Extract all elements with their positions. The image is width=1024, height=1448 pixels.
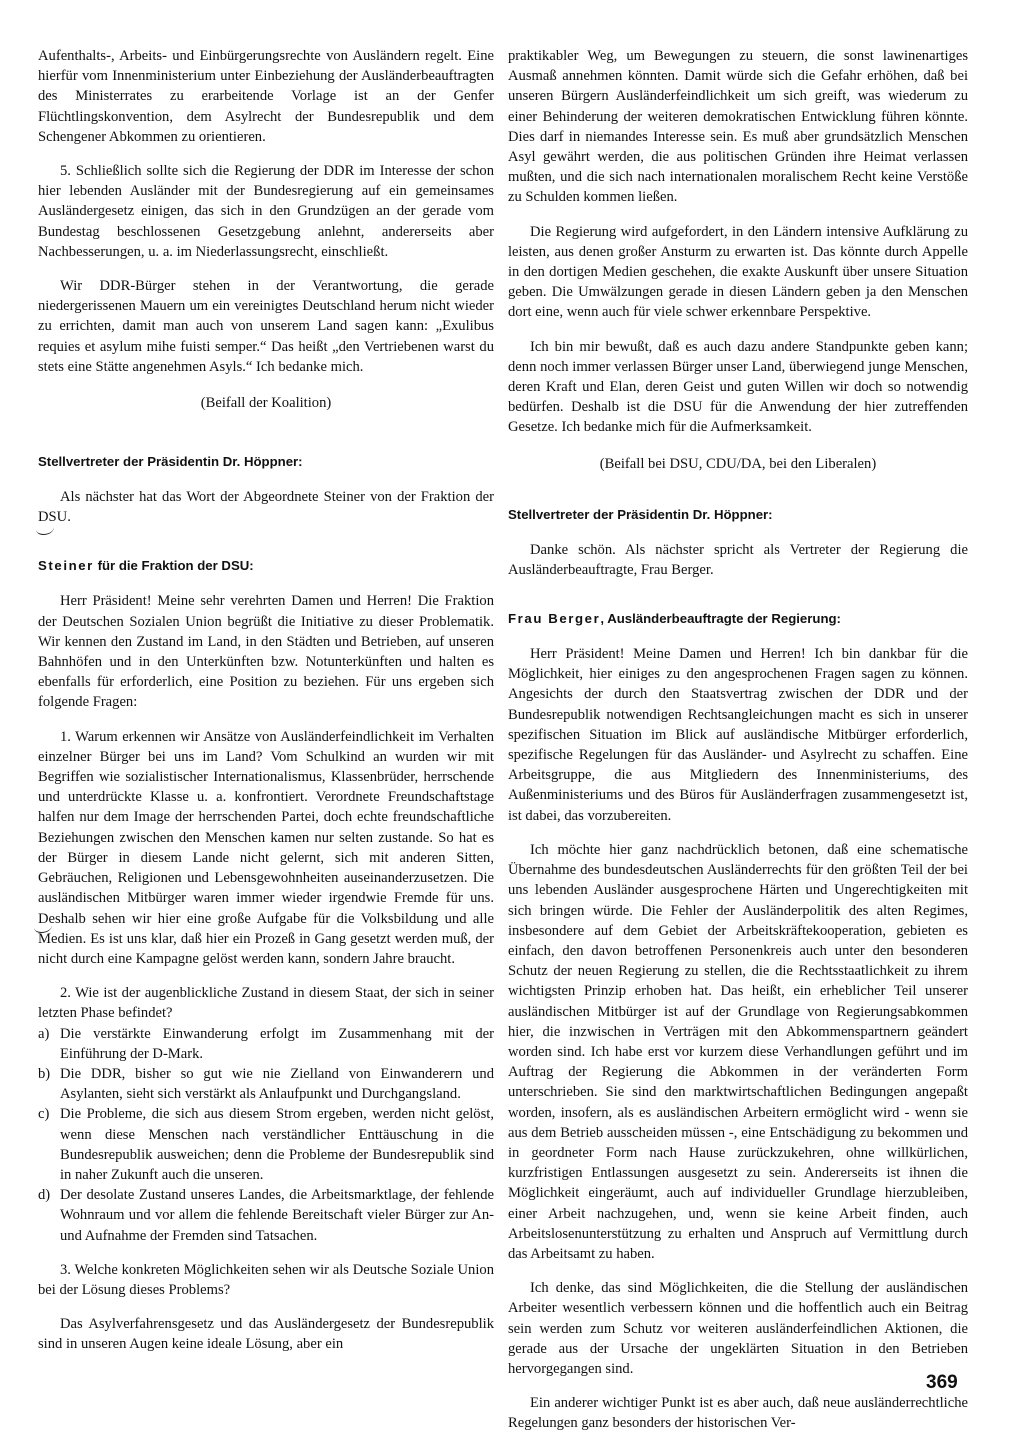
paragraph: 5. Schließlich sollte sich die Regierung der DDR im Interesse der schon hier lebenden Ausländer mit der Bundesregierung auf ein gemeinsames Ausländergesetz einigen, das sich in den Grundzügen an der gerade vom Bundestag beschlossenen Gesetzgebung anlehnt, andererseits aber Nachbesserungen, u. a. im Niederlassungsrecht, einschließt. [38,163,494,260]
paragraph: 2. Wie ist der augenblickliche Zustand in diesem Staat, der sich in seiner letzten Phase befindet? [38,985,494,1022]
left-column [38,46,494,1355]
list-marker: a) [38,1025,50,1042]
paragraph: Ein anderer wichtiger Punkt ist es aber auch, daß neue ausländerrechtliche Regelungen ganz besonders der historischen Ver- [508,1395,968,1432]
list-text: Die DDR, bisher so gut wie nie Zielland von Einwanderern und Asylanten, sieht sich verstärkt als Anlaufpunkt und Durchgangsland. [60,1065,494,1103]
answer-list [38,1024,494,1246]
paragraph: Ich bin mir bewußt, daß es auch dazu andere Standpunkte geben kann; denn noch immer verlassen Bürger unser Land, überwiegend junge Menschen, deren Kraft und Elan, deren Geist und guten Willen wir doch so notwendig bedürfen. Deshalb ist die DSU für die Anwendung der hier zutreffenden Gesetze. Ich bedanke mich für die Aufmerksamkeit. [508,338,968,436]
paragraph: Das Asylverfahrensgesetz und das Ausländergesetz der Bundesrepublik sind in unseren Augen keine ideale Lösung, aber ein [38,1316,494,1353]
applause-note: (Beifall bei DSU, CDU/DA, bei den Liberalen) [599,455,877,472]
paragraph: Ich möchte hier ganz nachdrücklich betonen, daß eine schematische Übernahme des bundesdeutschen Ausländerrechts für den größten Teil der bei uns lebenden Ausländer ausgesprochene Härten und Ungerechtigkeiten mit sich bringen würde. Die Fehler der Ausländerpolitik des alten Regimes, insbesondere auf dem Gebiet der Arbeitskräftekooperation, gebieten es einfach, den davon betroffenen Personenkreis auch unter den besonderen Schutz der neuen Regierung zu stellen, die die Rechtsstaatlichkeit zu ihrem wichtigsten Prinzip erhoben hat. Das heißt, ein erheblicher Teil unserer ausländischen Mitbürger ist auf der Grundlage von Regierungsabkommen hier, die inzwischen in Verträgen mit den Abkommenspartnern geändert worden sind. Ich habe erst vor kurzem diese Verhandlungen geführt und im Auftrag der Regierung die Abkommen in der veränderten Form unterschrieben. Sie sind den marktwirtschaftlichen Bedingungen angepaßt worden, insofern, als es ausländischen Arbeitern ermöglicht wird - wenn sie aus dem Betrieb ausscheiden müssen -, eine Entschädigung zu bekommen und in geordneter Form nach Hause zurückzukehren, ohne willkürlichen, kurzfristigen Entlassungen ausgesetzt zu sein. Andererseits ist ihnen die Möglichkeit eingeräumt, auch auf individueller Grundlage hierzubleiben, einer Arbeit nachzugehen, und, wenn sie keine Arbeit finden, auch Arbeitslosenunterstützung zu erhalten und Anspruch auf Vermittlung durch das Arbeitsamt zu haben. [508,841,968,1262]
speaker-name: Steiner [38,558,94,574]
list-item [38,1024,494,1064]
paragraph: Herr Präsident! Meine Damen und Herren! Ich bin dankbar für die Möglichkeit, hier einiges zu den angesprochenen Fragen sagen zu können. Angesichts der durch den Staatsvertrag zwischen der DDR und der Bundesrepublik notwendigen Rechtsangleichungen macht es sich in unserer spezifischen Situation im Blick auf ausländische Mitbürger erforderlich, spezifische Regelungen für das Ausländer- und Asylrecht zu schaffen. Eine Arbeitsgruppe, die aus Mitgliedern des Innenministeriums, des Außenministeriums und des Büros für Ausländerfragen zusammengesetzt ist, ist dabei, das vorzubereiten. [508,646,968,824]
right-column [508,46,968,1434]
paragraph: 3. Welche konkreten Möglichkeiten sehen wir als Deutsche Soziale Union bei der Lösung dieses Problems? [38,1261,494,1298]
list-text: Die verstärkte Einwanderung erfolgt im Zusammenhang mit der Einführung der D-Mark. [60,1025,494,1062]
list-item [38,1064,494,1104]
speaker-title: Stellvertreter der Präsidentin Dr. Höppner: [38,454,303,470]
paragraph: Herr Präsident! Meine sehr verehrten Damen und Herren! Die Fraktion der Deutschen Sozialen Union begrüßt die Initiative zu dieser Problematik. Wir kennen den Zustand im Land, in den Städten und Betrieben, auf unseren Bahnhöfen und in den Unterkünften bzw. Notunterkünften und halten es ebenfalls für erforderlich, eine Position zu beziehen. Für uns ergeben sich folgende Fragen: [38,593,494,711]
list-item [38,1185,494,1246]
paragraph: Die Regierung wird aufgefordert, in den Ländern intensive Aufklärung zu leisten, aus denen großer Ansturm zu erwarten ist. Das könnte durch Appelle in den dortigen Medien geschehen, die exakte Auskunft über unsere Situation geben. Die Umwälzungen gerade in diesen Ländern geben ja den Menschen dort eine, wenn auch für viele schwer erkennbare Perspektive. [508,223,968,321]
page-number: 369 [926,1372,958,1393]
list-text: Die Probleme, die sich aus diesem Strom ergeben, werden nicht gelöst, wenn diese Menschen nach verständlicher Enttäuschung in die Bundesrepublik ausweichen; denn die Probleme der Bundesrepublik sind in naher Zukunft auch die unseren. [60,1106,494,1183]
speaker-role: , Ausländerbeauftragte der Regierung: [600,611,841,627]
list-marker: d) [38,1187,51,1204]
paragraph: praktikabler Weg, um Bewegungen zu steuern, die sonst lawinenartiges Ausmaß annehmen könnten. Damit würde sich die Gefahr erhöhen, daß bei unseren Bürgern Ausländerfeindlichkeit um sich greift, was wiederum zu einer Behinderung der weiteren demokratischen Entwicklung führen könnte. Dies darf in niemandes Interesse sein. Es muß aber grundsätzlich Menschen Asyl gewährt werden, die aus politischen Gründen ihre Heimat verlassen mußten, und die sich nach internationalen moralischem Recht keine Verstöße zu Schulden kommen ließen. [508,48,968,206]
speaker-role: für die Fraktion der DSU: [93,558,254,574]
paragraph: Wir DDR-Bürger stehen in der Verantwortung, die gerade niedergerissenen Mauern um ein vereinigtes Deutschland herum nicht wieder zu errichten, damit man auch von unserem Land sagen kann: „Exulibus requies et asylum mihe fuisti semper.“ Das heißt „den Vertriebenen warst du stets eine Stätte angenehmen Asyls.“ Ich bedanke mich. [38,278,494,375]
list-text: Der desolate Zustand unseres Landes, die Arbeitsmarktlage, der fehlende Wohnraum und vor allem die fehlende Bereitschaft vieler Bürger zur An- und Aufnahme der Fremden sind Tatsachen. [60,1187,494,1244]
list-marker: c) [38,1106,50,1123]
speaker-heading [508,506,968,524]
speaker-heading [508,610,968,628]
paragraph: Danke schön. Als nächster spricht als Vertreter der Regierung die Ausländerbeauftragte, Frau Berger. [508,541,968,578]
speaker-heading [38,453,494,471]
paragraph: 1. Warum erkennen wir Ansätze von Ausländerfeindlichkeit im Verhalten einzelner Bürger bei uns im Land? Vom Schulkind an wurden wir mit Begriffen wie sozialistischer Internationalismus, Klassenbrüder, herrschende und unterdrückte Klasse u. a. konfrontiert. Verordnete Freundschaftstage halfen nur dem Image der herrschenden Partei, doch echte freundschaftliche Beziehungen zwischen den Menschen kamen nur selten zustande. So hat es der Bürger in diesem Lande nicht gelernt, sich mit anderen Sitten, Gebräuchen, Religionen und Lebensgewohnheiten auseinanderzusetzen. Die ausländischen Mitbürger waren immer wieder irgendwie Fremde für uns. Deshalb sehen wir hier eine große Aufgabe für die Volksbildung und alle Medien. Es ist uns klar, daß hier ein Prozeß in Gang gesetzt werden muß, der nicht durch eine Kampagne gelöst werden kann, sondern Jahre braucht. [38,728,494,967]
paragraph: Aufenthalts-, Arbeits- und Einbürgerungsrechte von Ausländern regelt. Eine hierfür vom Innenministerium unter Einbeziehung der Ausländerbeauftragten des Ministerrates zu erarbeitende Vorlage ist an der Genfer Flüchtlingskonvention, dem Asylrecht der Bundesrepublik und dem Schengener Abkommen zu orientieren. [38,48,494,145]
speaker-title: Stellvertreter der Präsidentin Dr. Höppner: [508,506,773,522]
speaker-heading [38,557,494,575]
list-marker: b) [38,1065,51,1082]
list-item [38,1104,494,1185]
paragraph: Ich denke, das sind Möglichkeiten, die die Stellung der ausländischen Arbeiter wesentlich verbessern können und die hoffentlich auch ein Beitrag sein werden zum Schutz vor weiteren ausländerfeindlichen Aktionen, die gerade aus der Ursache der ungeklärten Situation in den Betrieben hervorgegangen sind. [508,1280,968,1377]
applause-note: (Beifall der Koalition) [200,395,332,412]
paragraph: Als nächster hat das Wort der Abgeordnete Steiner von der Fraktion der DSU. [38,489,494,526]
speaker-name: Frau Berger [508,611,601,627]
